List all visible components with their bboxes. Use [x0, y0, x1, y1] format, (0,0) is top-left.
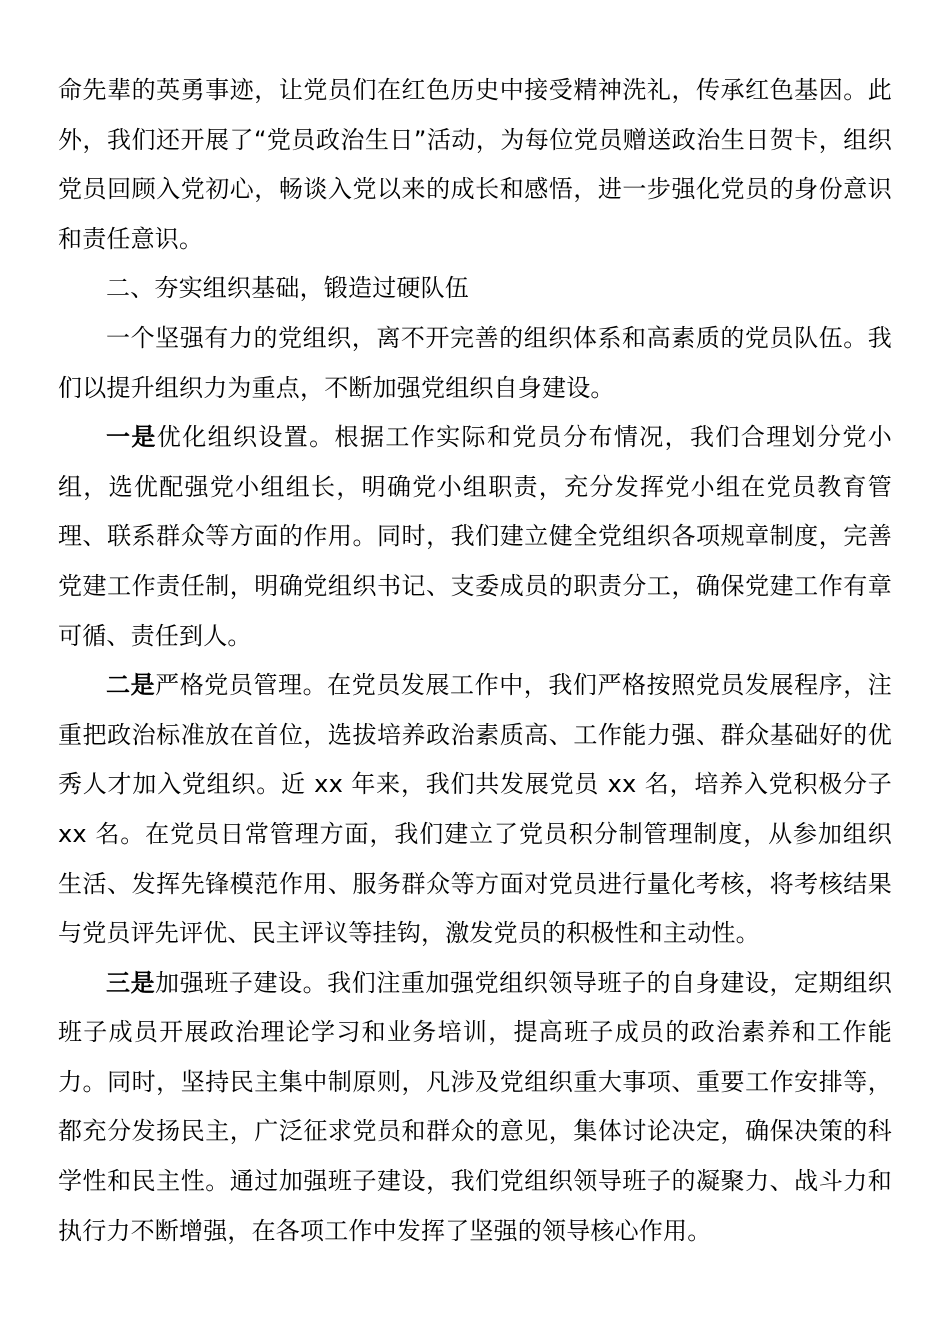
point-lead-label: 三是 — [106, 968, 156, 997]
paragraph-intro — [58, 314, 892, 413]
paragraph-point-one — [58, 413, 892, 661]
paragraph-point-three — [58, 959, 892, 1257]
paragraph-text: 严格党员管理。在党员发展工作中，我们严格按照党员发展程序，注重把政治标准放在首位，选拔培养政治素质高、工作能力强、群众基础好的优秀人才加入党组织。近 xx 年来，我们共发展党员 xx 名，培养入党积极分子 xx 名。在党员日常管理方面，我们建立了党员积分制管理制度，从参加组织生活、发挥先锋模范作用、服务群众等方面对党员进行量化考核，将考核结果与党员评先评优、民主评议等挂钩，激发党员的积极性和主动性。 — [58, 671, 892, 948]
point-lead-label: 二是 — [106, 671, 156, 700]
paragraph-text: 命先辈的英勇事迹，让党员们在红色历史中接受精神洗礼，传承红色基因。此外，我们还开展了“党员政治生日”活动，为每位党员赠送政治生日贺卡，组织党员回顾入党初心，畅谈入党以来的成长和感悟，进一步强化党员的身份意识和责任意识。 — [58, 76, 892, 253]
paragraph-text: 优化组织设置。根据工作实际和党员分布情况，我们合理划分党小组，选优配强党小组组长，明确党小组职责，充分发挥党小组在党员教育管理、联系群众等方面的作用。同时，我们建立健全党组织各项规章制度，完善党建工作责任制，明确党组织书记、支委成员的职责分工，确保党建工作有章可循、责任到人。 — [58, 423, 892, 650]
section-heading — [58, 264, 892, 314]
section-heading-text: 二、夯实组织基础，锻造过硬队伍 — [106, 274, 469, 303]
paragraph-point-two — [58, 661, 892, 959]
document-body — [58, 66, 892, 1256]
paragraph-continuation — [58, 66, 892, 264]
paragraph-text: 一个坚强有力的党组织，离不开完善的组织体系和高素质的党员队伍。我们以提升组织力为重点，不断加强党组织自身建设。 — [58, 323, 892, 402]
paragraph-text: 加强班子建设。我们注重加强党组织领导班子的自身建设，定期组织班子成员开展政治理论学习和业务培训，提高班子成员的政治素养和工作能力。同时，坚持民主集中制原则，凡涉及党组织重大事项、重要工作安排等，都充分发扬民主，广泛征求党员和群众的意见，集体讨论决定，确保决策的科学性和民主性。通过加强班子建设，我们党组织领导班子的凝聚力、战斗力和执行力不断增强，在各项工作中发挥了坚强的领导核心作用。 — [58, 968, 892, 1245]
point-lead-label: 一是 — [106, 423, 157, 452]
